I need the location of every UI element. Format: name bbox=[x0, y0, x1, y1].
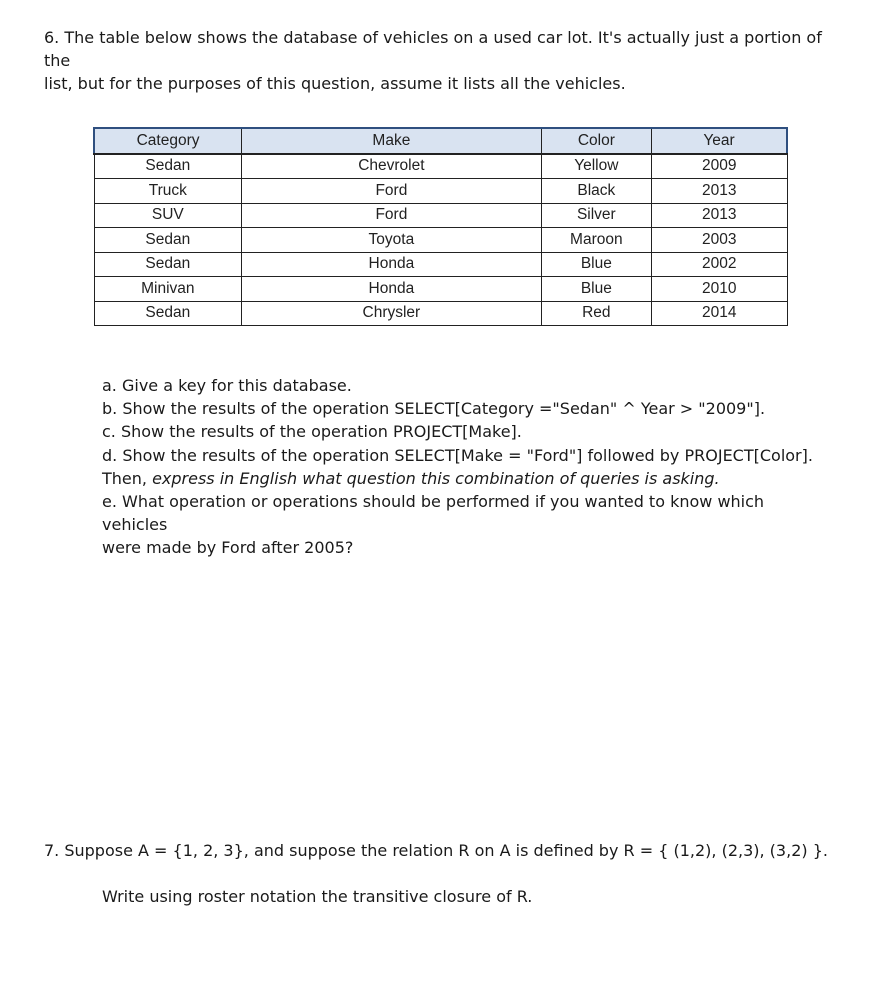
cell-make: Ford bbox=[242, 203, 542, 228]
cell-color: Red bbox=[541, 301, 651, 326]
table-row bbox=[94, 179, 787, 204]
table-row bbox=[94, 203, 787, 228]
header-make: Make bbox=[242, 128, 542, 154]
cell-make: Toyota bbox=[242, 228, 542, 253]
header-year: Year bbox=[652, 128, 787, 154]
q7-task: Write using roster notation the transitive closure of R. bbox=[102, 887, 533, 906]
question-7 bbox=[44, 839, 844, 908]
cell-category: Minivan bbox=[94, 277, 242, 302]
cell-color: Blue bbox=[541, 252, 651, 277]
cell-make: Ford bbox=[242, 179, 542, 204]
part-c: c. Show the results of the operation PROJECT[Make]. bbox=[102, 422, 522, 442]
part-d-then: Then, bbox=[102, 468, 153, 488]
cell-color: Black bbox=[541, 179, 651, 204]
part-e-line-1: e. What operation or operations should be performed if you wanted to know which vehicles bbox=[102, 492, 765, 535]
cell-color: Blue bbox=[541, 277, 651, 302]
table-row bbox=[94, 277, 787, 302]
cell-year: 2009 bbox=[652, 154, 787, 179]
table-row bbox=[94, 301, 787, 326]
cell-category: Sedan bbox=[94, 252, 242, 277]
cell-year: 2014 bbox=[652, 301, 787, 326]
cell-year: 2013 bbox=[652, 179, 787, 204]
cell-color: Maroon bbox=[541, 228, 651, 253]
table-header-row bbox=[94, 128, 787, 154]
cell-make: Honda bbox=[242, 252, 542, 277]
cell-category: Sedan bbox=[94, 228, 242, 253]
table-row bbox=[94, 252, 787, 277]
part-a: a. Give a key for this database. bbox=[102, 376, 352, 395]
cell-category: SUV bbox=[94, 203, 242, 228]
cell-category: Sedan bbox=[94, 301, 242, 326]
table-row bbox=[94, 154, 787, 179]
part-d-line-1: d. Show the results of the operation SELECT[Make = "Ford"] followed by PROJECT[Color]. bbox=[102, 445, 813, 465]
question-6-intro bbox=[44, 26, 844, 95]
cell-color: Yellow bbox=[541, 154, 651, 179]
part-d-line-2 bbox=[102, 467, 822, 490]
cell-color: Silver bbox=[541, 203, 651, 228]
cell-year: 2013 bbox=[652, 203, 787, 228]
q6-intro-line-1: 6. The table below shows the database of vehicles on a used car lot. It's actually just a portion of the bbox=[44, 28, 822, 70]
q7-statement: 7. Suppose A = {1, 2, 3}, and suppose the relation R on A is defined by R = { (1,2), (2,3), (3,2) }. bbox=[44, 841, 828, 860]
header-category: Category bbox=[94, 128, 242, 154]
cell-make: Chrysler bbox=[242, 301, 542, 326]
cell-year: 2002 bbox=[652, 252, 787, 277]
cell-year: 2003 bbox=[652, 228, 787, 253]
cell-make: Honda bbox=[242, 277, 542, 302]
cell-category: Sedan bbox=[94, 154, 242, 179]
vehicle-database-table bbox=[93, 127, 788, 326]
q6-intro-line-2: list, but for the purposes of this question, assume it lists all the vehicles. bbox=[44, 74, 626, 93]
cell-year: 2010 bbox=[652, 277, 787, 302]
cell-make: Chevrolet bbox=[242, 154, 542, 179]
part-d-italic: express in English what question this combination of queries is asking. bbox=[152, 468, 720, 488]
part-b: b. Show the results of the operation SELECT[Category ="Sedan" ^ Year > "2009"]. bbox=[102, 399, 766, 419]
header-color: Color bbox=[541, 128, 651, 154]
question-6-parts bbox=[102, 374, 822, 560]
part-e-line-2: were made by Ford after 2005? bbox=[102, 538, 354, 558]
table-row bbox=[94, 228, 787, 253]
cell-category: Truck bbox=[94, 179, 242, 204]
